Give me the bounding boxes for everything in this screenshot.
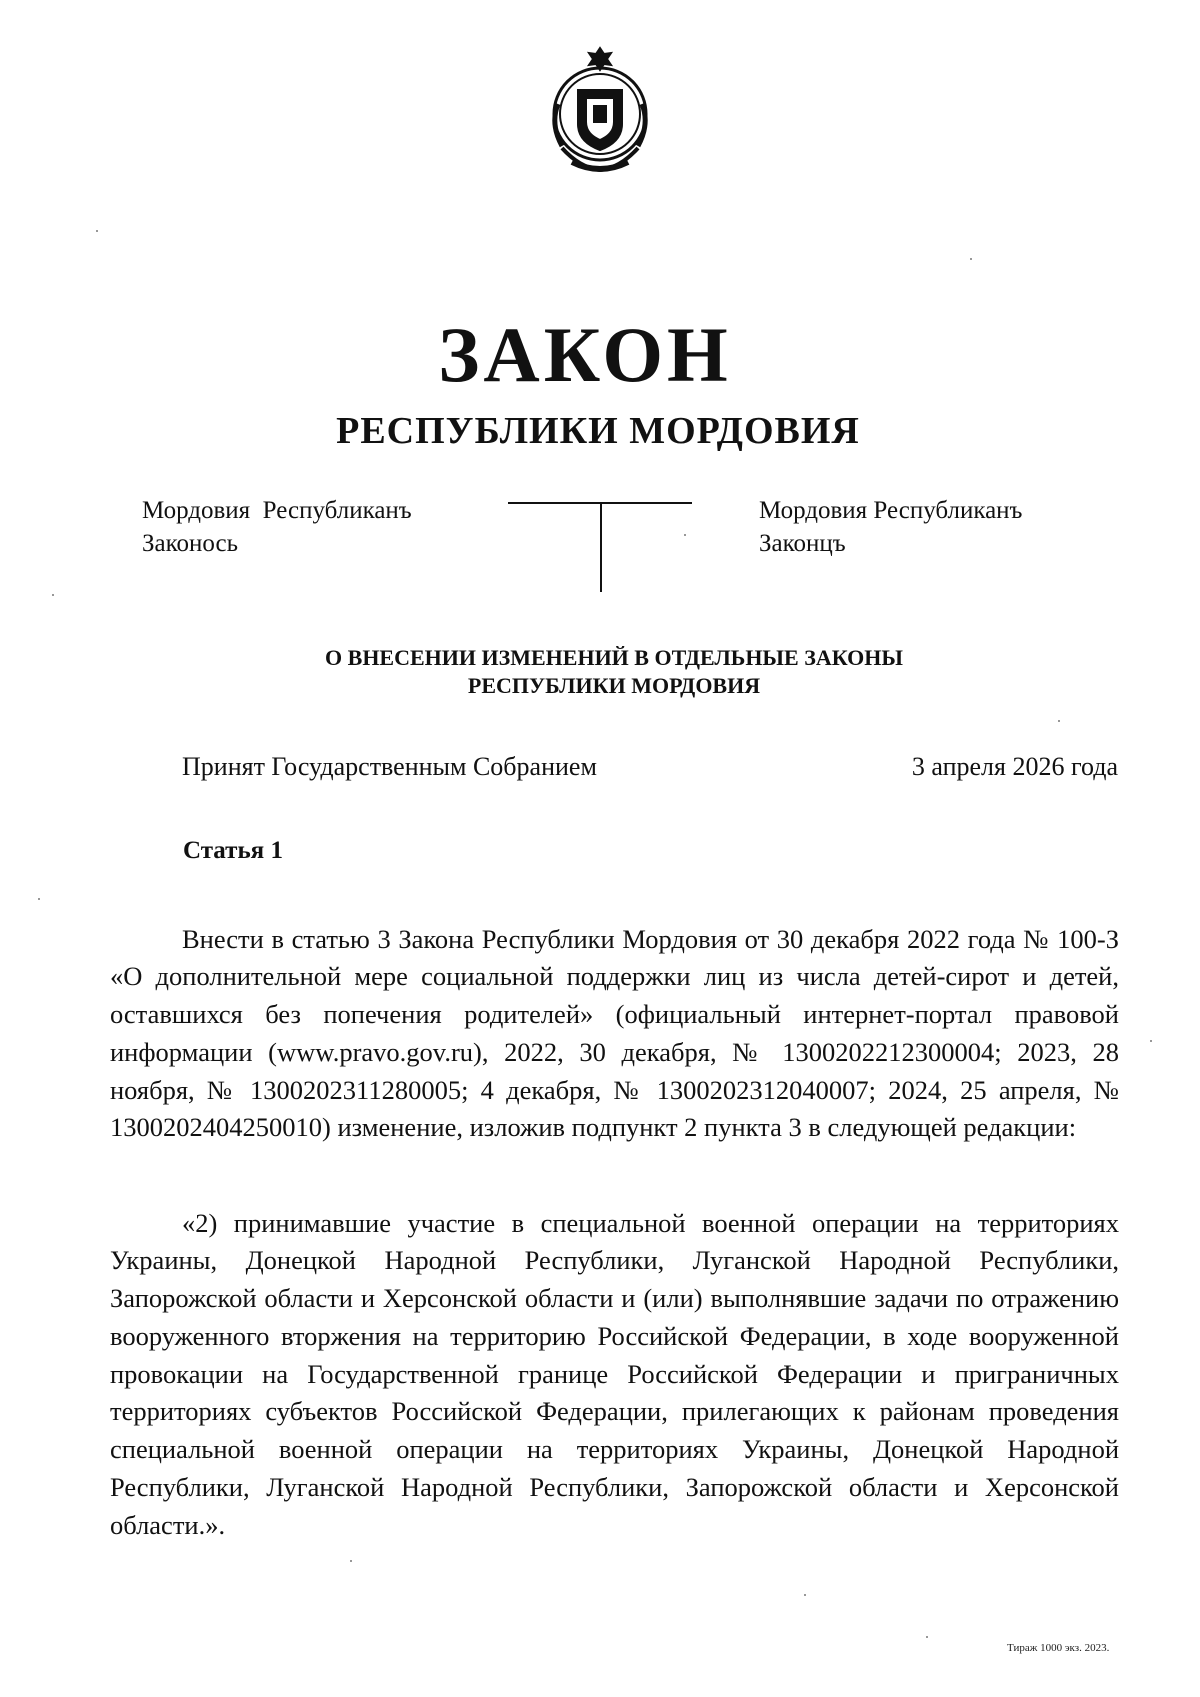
adoption-row bbox=[182, 750, 1118, 784]
erzya-title-line2: Законцъ bbox=[759, 530, 846, 557]
law-subject-line2: РЕСПУБЛИКИ МОРДОВИЯ bbox=[467, 673, 761, 698]
moksha-title bbox=[142, 494, 412, 560]
law-subject-line1: О ВНЕСЕНИИ ИЗМЕНЕНИЙ В ОТДЕЛЬНЫЕ ЗАКОНЫ bbox=[325, 645, 903, 670]
scan-speck bbox=[804, 1594, 806, 1596]
print-run-note: Тираж 1000 экз. 2023. bbox=[1007, 1642, 1110, 1654]
title-divider-vertical bbox=[600, 502, 602, 592]
erzya-title bbox=[759, 494, 1023, 560]
article-heading: Статья 1 bbox=[183, 837, 283, 864]
scan-speck bbox=[350, 1560, 352, 1562]
adopted-by: Принят Государственным Собранием bbox=[182, 752, 597, 781]
scan-speck bbox=[1150, 1040, 1152, 1042]
article-paragraph-1: Внести в статью 3 Закона Республики Мордовия от 30 декабря 2022 года № 100-З «О дополнительной мере социальной поддержки лиц из числа детей-сирот и детей, оставшихся без попечения родителей» (официальный интернет-портал правовой информации (www.pravo.gov.ru), 2022, 30 декабря, № 1300202212300004; 2023, 28 ноября, № 1300202311280005; 4 декабря, № 1300202312040007; 2024, 25 апреля, № 1300202404250010) изменение, изложив подпункт 2 пункта 3 в следующей редакции: bbox=[110, 923, 1119, 1143]
law-subject bbox=[14, 644, 1200, 700]
article-paragraph-2: «2) принимавшие участие в специальной военной операции на территориях Украины, Донецкой Народной Республики, Луганской Народной Республики, Запорожской области и Херсонской области и (или) выполнявшие задачи по отражению вооруженного вторжения на территорию Российской Федерации, в ходе вооруженной провокации на Государственной границе Российской Федерации и приграничных территориях субъектов Российской Федерации, прилегающих к районам проведения специальной военной операции на территориях Украины, Донецкой Народной Республики, Луганской Народной Республики, Запорожской области и Херсонской области.». bbox=[110, 1207, 1119, 1540]
document-title-region: РЕСПУБЛИКИ МОРДОВИЯ bbox=[336, 410, 860, 452]
document-title: ЗАКОН bbox=[438, 311, 732, 398]
erzya-title-line1: Мордовия Республиканъ bbox=[759, 497, 1023, 524]
scan-speck bbox=[38, 898, 40, 900]
adoption-date: 3 апреля 2026 года bbox=[911, 752, 1118, 781]
scan-speck bbox=[52, 594, 54, 596]
scan-speck bbox=[1058, 720, 1060, 722]
scan-speck bbox=[96, 230, 98, 232]
scan-speck bbox=[970, 258, 972, 260]
moksha-title-line2: Законось bbox=[142, 530, 238, 557]
scan-speck bbox=[926, 1636, 928, 1638]
mordovia-coat-of-arms-icon bbox=[540, 44, 660, 180]
moksha-title-line1: Мордовия Республиканъ bbox=[142, 497, 412, 524]
scan-speck bbox=[684, 534, 686, 536]
